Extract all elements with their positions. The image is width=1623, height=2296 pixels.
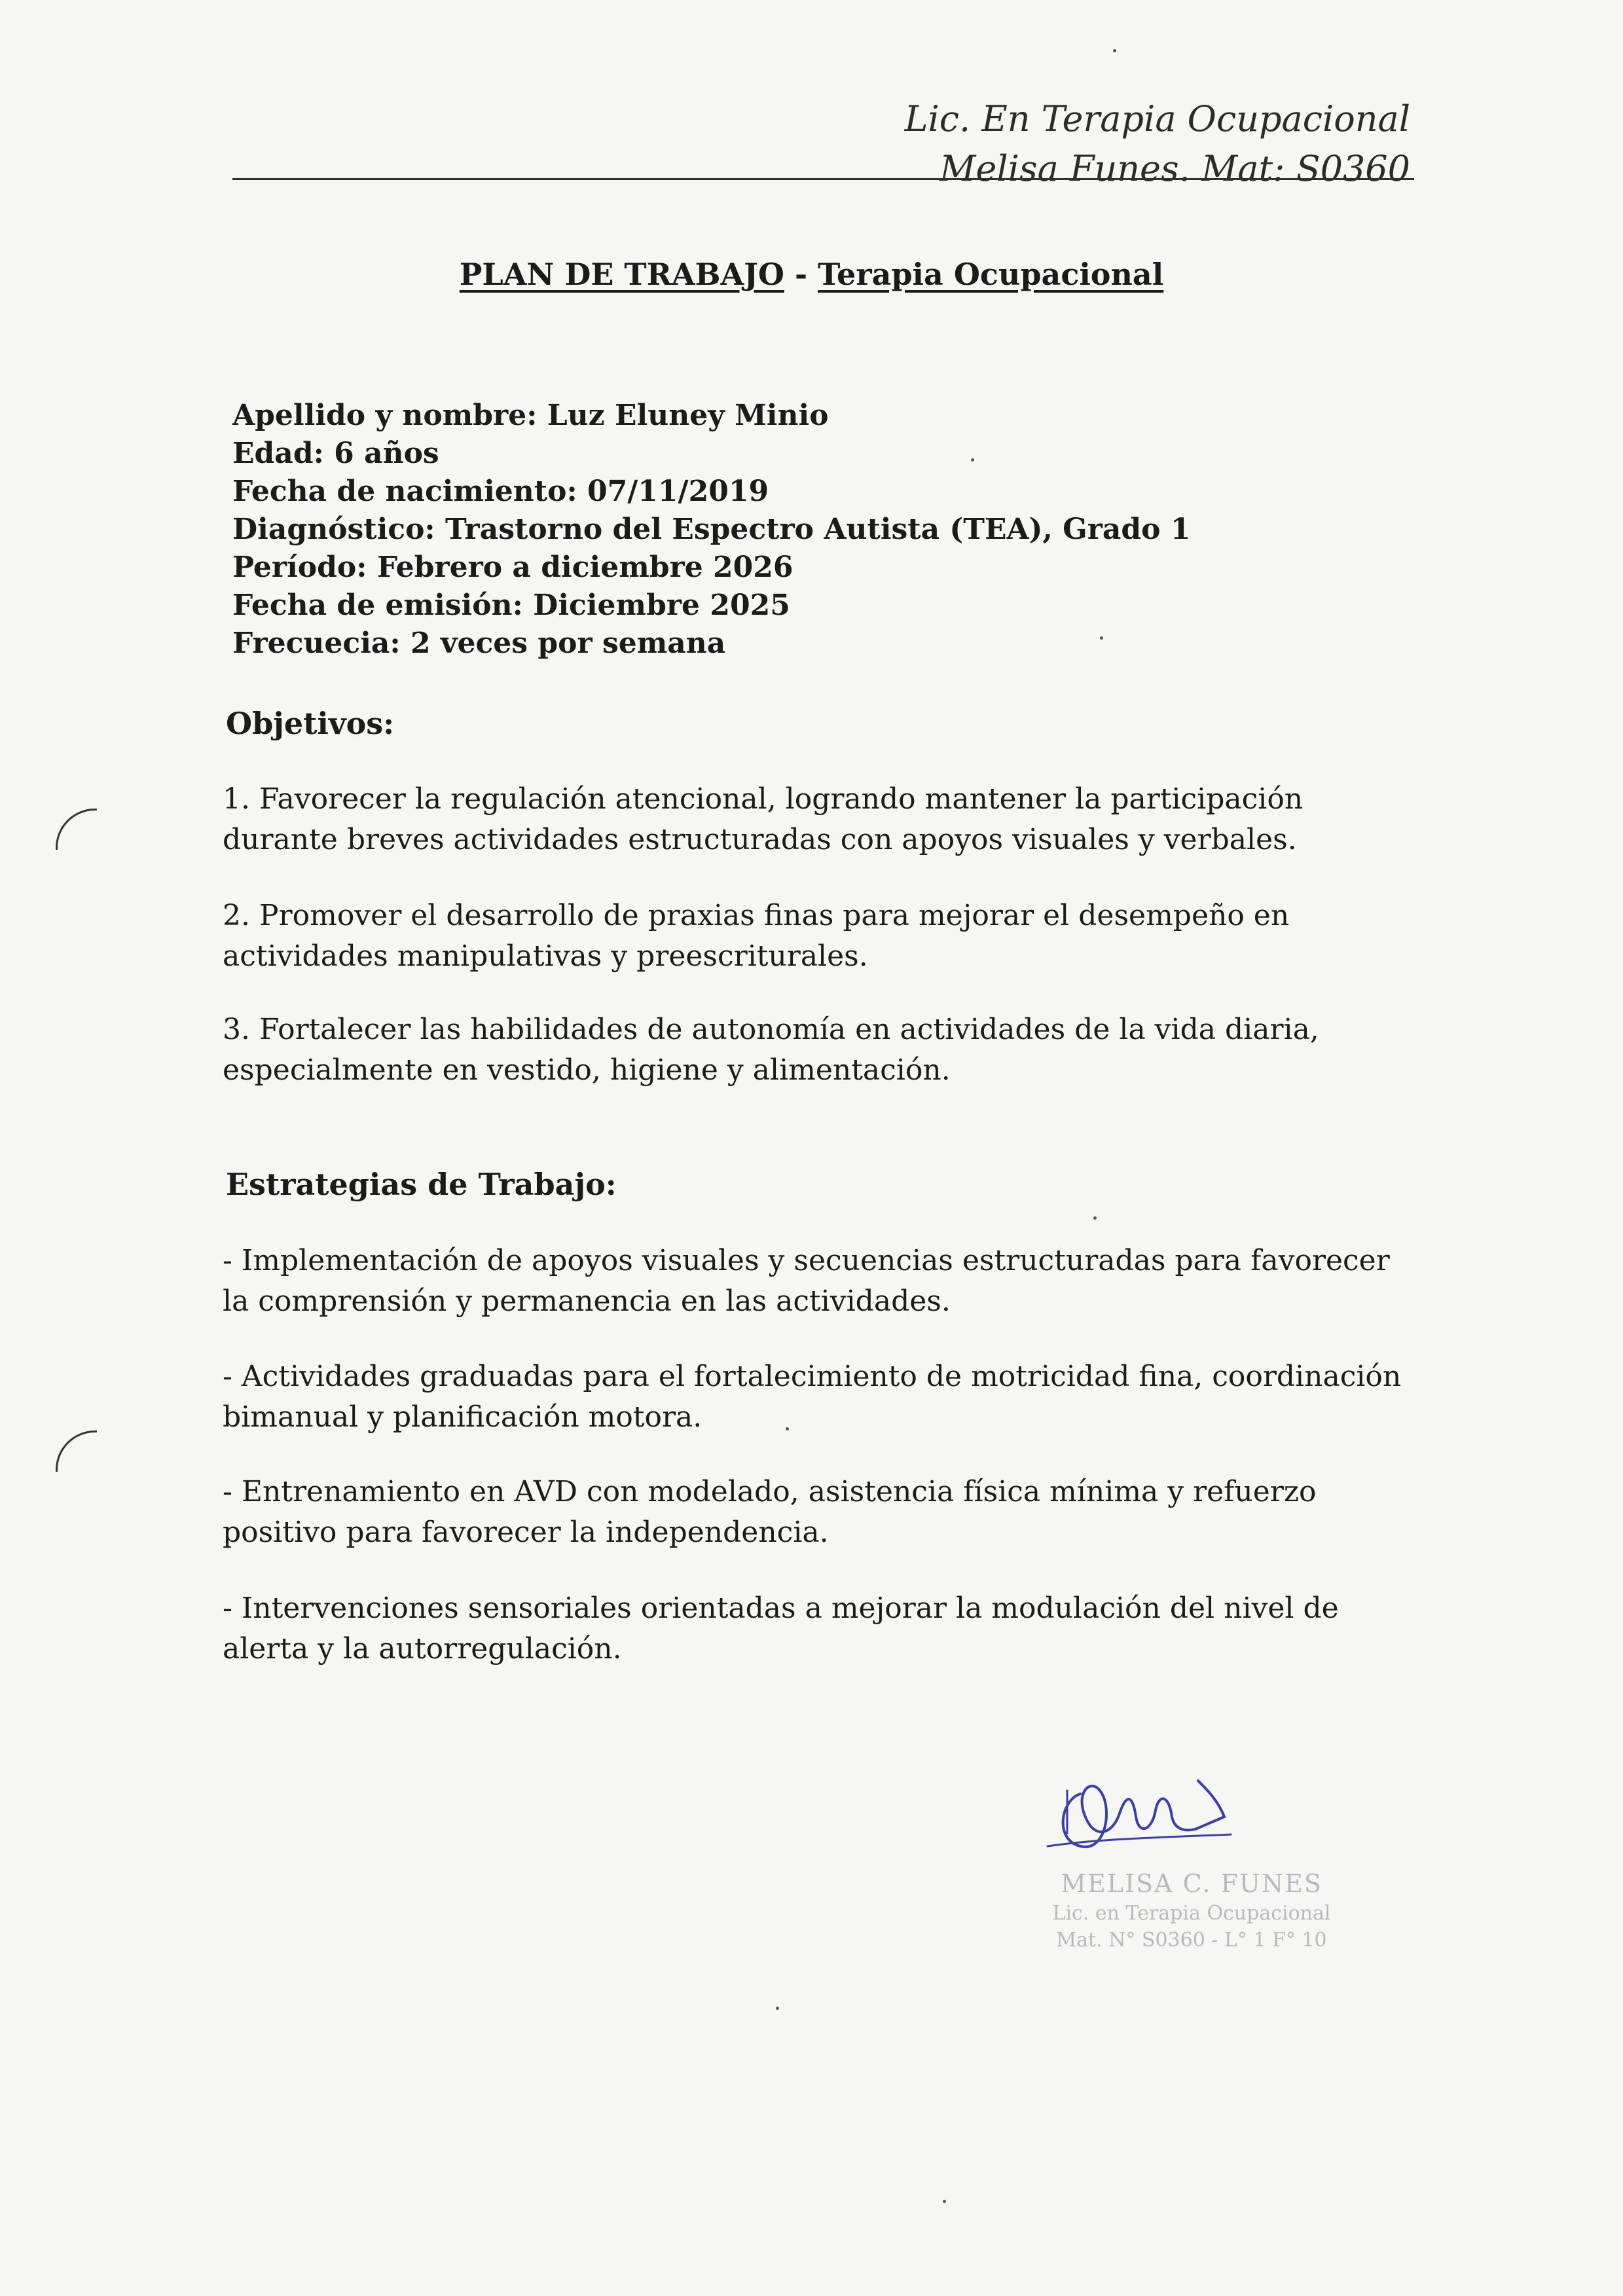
patient-birthdate: Fecha de nacimiento: 07/11/2019 (232, 475, 769, 508)
objective-item: 3. Fortalecer las habilidades de autonomía en actividades de la vida diaria, especialmente en vestido, higiene y alimentación. (223, 1013, 1319, 1087)
title-main: PLAN DE TRABAJO (459, 257, 784, 292)
patient-diagnosis: Diagnóstico: Trastorno del Espectro Autista (TEA), Grado 1 (232, 513, 1191, 546)
title-sub: Terapia Ocupacional (818, 257, 1164, 292)
header-divider (232, 178, 1414, 180)
strategy-item: - Actividades graduadas para el fortalecimiento de motricidad fina, coordinación bimanual y planificación motora. (223, 1360, 1402, 1434)
issue-date: Fecha de emisión: Diciembre 2025 (232, 589, 790, 622)
scan-speck (786, 1427, 789, 1430)
strategies-heading: Estrategias de Trabajo: (226, 1167, 617, 1202)
scan-speck (943, 2200, 946, 2203)
document-title (0, 257, 1623, 292)
strategy-item: - Entrenamiento en AVD con modelado, asistencia física mínima y refuerzo positivo para favorecer la independencia. (223, 1475, 1317, 1549)
plan-period: Período: Febrero a diciembre 2026 (232, 551, 793, 584)
binder-hole-mark (56, 809, 97, 850)
objectives-heading: Objetivos: (226, 706, 395, 741)
binder-hole-mark (56, 1430, 97, 1472)
scan-speck (1113, 49, 1116, 52)
patient-name: Apellido y nombre: Luz Eluney Minio (232, 399, 829, 432)
strategy-item: - Implementación de apoyos visuales y secuencias estructuradas para favorecer la comprensión y permanencia en las actividades. (223, 1244, 1390, 1318)
patient-info (232, 397, 1190, 663)
header-professional: Melisa Funes. Mat: S0360 (939, 148, 1410, 189)
stamp-name: MELISA C. FUNES (1061, 1869, 1322, 1898)
scan-speck (776, 2007, 779, 2010)
objective-item: 1. Favorecer la regulación atencional, logrando mantener la participación durante breves actividades estructuradas con apoyos visuales y verbales. (223, 782, 1304, 856)
stamp-title: Lic. en Terapia Ocupacional (1052, 1902, 1331, 1925)
signature (1041, 1755, 1237, 1866)
scan-speck (1100, 636, 1103, 640)
stamp-registration: Mat. N° S0360 - L° 1 F° 10 (1056, 1929, 1327, 1952)
strategy-item: - Intervenciones sensoriales orientadas a mejorar la modulación del nivel de alerta y la autorregulación. (223, 1592, 1339, 1666)
patient-age: Edad: 6 años (232, 437, 439, 470)
header-title: Lic. En Terapia Ocupacional (904, 98, 1410, 139)
professional-stamp (1041, 1869, 1342, 1952)
title-separator: - (784, 257, 818, 292)
objective-item: 2. Promover el desarrollo de praxias finas para mejorar el desempeño en actividades manipulativas y preescriturales. (223, 899, 1290, 973)
session-frequency: Frecuecia: 2 veces por semana (232, 627, 726, 660)
scan-speck (971, 458, 974, 462)
scan-speck (1093, 1216, 1097, 1220)
